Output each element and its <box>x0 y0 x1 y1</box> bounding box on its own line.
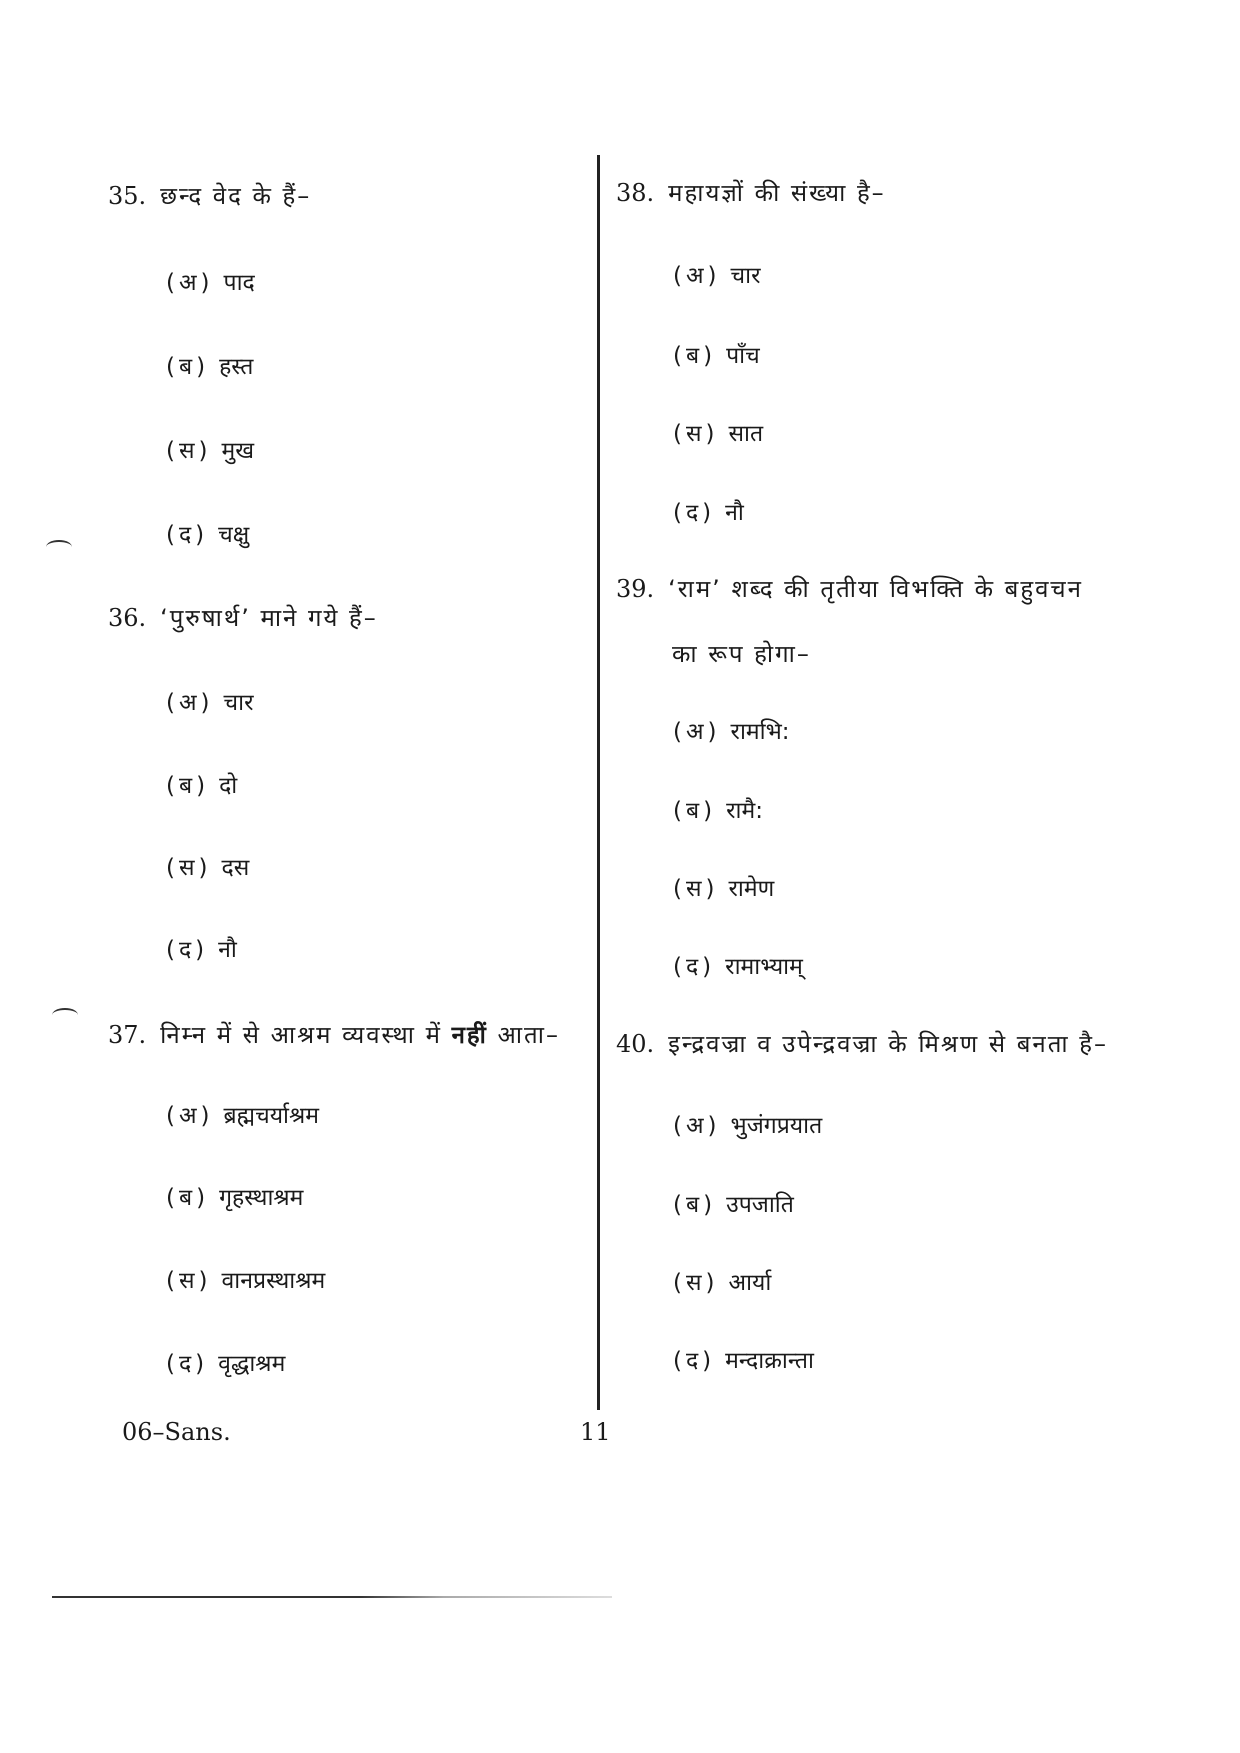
option-37-d <box>166 1346 285 1378</box>
option-key: (ब) <box>166 354 210 380</box>
question-text <box>160 1022 560 1048</box>
option-35-b <box>166 349 253 381</box>
page-number: 11 <box>580 1418 611 1446</box>
margin-mark <box>46 540 72 554</box>
question-number: 39. <box>616 575 655 603</box>
option-key: (स) <box>166 438 212 464</box>
option-value: भुजंगप्रयात <box>730 1113 823 1139</box>
option-40-b <box>673 1187 794 1219</box>
option-value: रामाभ्याम् <box>725 954 803 980</box>
question-text-continuation: का रूप होगा– <box>672 640 811 668</box>
option-39-b <box>673 793 763 825</box>
question-36 <box>108 605 378 631</box>
option-key: (द) <box>673 500 716 526</box>
option-key: (ब) <box>166 1185 210 1211</box>
option-key: (अ) <box>673 263 721 289</box>
option-key: (स) <box>166 1268 212 1294</box>
option-value: मुख <box>221 438 255 464</box>
option-39-d <box>673 949 803 981</box>
option-36-b <box>166 768 237 800</box>
question-text-emphasis: नहीं <box>451 1021 488 1049</box>
question-text: इन्द्रवज्रा व उपेन्द्रवज्रा के मिश्रण से बनता है– <box>668 1030 1109 1058</box>
option-value: चार <box>730 263 761 289</box>
question-text-part: निम्न में से आश्रम व्यवस्था में <box>160 1021 442 1049</box>
option-37-a <box>166 1098 319 1130</box>
option-key: (अ) <box>166 690 214 716</box>
question-number: 40. <box>616 1030 655 1058</box>
option-key: (ब) <box>673 343 717 369</box>
option-39-c <box>673 871 774 903</box>
option-35-d <box>166 517 249 549</box>
option-value: दस <box>221 855 250 881</box>
column-divider <box>597 155 600 1410</box>
option-35-a <box>166 265 255 297</box>
question-40 <box>616 1031 1108 1057</box>
option-key: (ब) <box>673 1192 717 1218</box>
option-key: (अ) <box>673 719 721 745</box>
option-value: हस्त <box>219 354 254 380</box>
option-38-a <box>673 258 761 290</box>
question-text: महायज्ञों की संख्या है– <box>668 179 886 207</box>
option-value: गृहस्थाश्रम <box>219 1185 304 1211</box>
option-38-b <box>673 338 760 370</box>
option-value: वृद्धाश्रम <box>218 1351 286 1377</box>
option-key: (अ) <box>166 1103 214 1129</box>
option-key: (ब) <box>166 773 210 799</box>
option-key: (द) <box>166 522 209 548</box>
question-number: 36. <box>108 604 147 632</box>
option-key: (द) <box>166 937 209 963</box>
paper-code: 06–Sans. <box>122 1418 231 1446</box>
option-value: मन्दाक्रान्ता <box>725 1348 814 1374</box>
option-38-c <box>673 416 763 448</box>
option-value: रामभि: <box>730 719 790 745</box>
question-text: ‘पुरुषार्थ’ माने गये हैं– <box>160 604 378 632</box>
question-number: 35. <box>108 182 147 210</box>
option-36-c <box>166 850 249 882</box>
option-40-c <box>673 1265 771 1297</box>
question-text: छन्द वेद के हैं– <box>160 182 312 210</box>
option-key: (द) <box>673 954 716 980</box>
option-value: चक्षु <box>218 522 250 548</box>
question-38 <box>616 180 886 206</box>
option-35-c <box>166 433 254 465</box>
option-key: (ब) <box>673 798 717 824</box>
question-37 <box>108 1022 560 1048</box>
option-value: पाद <box>223 270 255 296</box>
option-value: ब्रह्मचर्याश्रम <box>223 1103 320 1129</box>
option-value: रामै: <box>726 798 763 824</box>
option-40-a <box>673 1108 822 1140</box>
option-key: (स) <box>166 855 212 881</box>
option-value: रामेण <box>728 876 775 902</box>
option-38-d <box>673 495 744 527</box>
option-key: (स) <box>673 876 719 902</box>
option-37-b <box>166 1180 303 1212</box>
margin-mark <box>52 1008 78 1022</box>
option-value: आर्या <box>728 1270 772 1296</box>
question-text: ‘राम’ शब्द की तृतीया विभक्ति के बहुवचन <box>668 575 1083 603</box>
option-value: नौ <box>218 937 237 963</box>
question-number: 37. <box>108 1021 147 1049</box>
option-40-d <box>673 1343 814 1375</box>
question-text-part: आता– <box>497 1021 560 1049</box>
option-key: (अ) <box>673 1113 721 1139</box>
option-value: पाँच <box>726 343 760 369</box>
option-key: (द) <box>166 1351 209 1377</box>
option-36-d <box>166 932 237 964</box>
option-key: (अ) <box>166 270 214 296</box>
option-36-a <box>166 685 254 717</box>
option-value: सात <box>728 421 764 447</box>
option-value: वानप्रस्थाश्रम <box>221 1268 326 1294</box>
bottom-rule <box>52 1596 612 1598</box>
question-39 <box>616 576 1083 602</box>
question-35 <box>108 183 311 209</box>
option-value: चार <box>223 690 254 716</box>
option-key: (द) <box>673 1348 716 1374</box>
option-39-a <box>673 714 790 746</box>
question-number: 38. <box>616 179 655 207</box>
option-value: उपजाति <box>726 1192 794 1218</box>
option-37-c <box>166 1263 325 1295</box>
option-value: दो <box>219 773 238 799</box>
option-key: (स) <box>673 1270 719 1296</box>
option-key: (स) <box>673 421 719 447</box>
option-value: नौ <box>725 500 744 526</box>
